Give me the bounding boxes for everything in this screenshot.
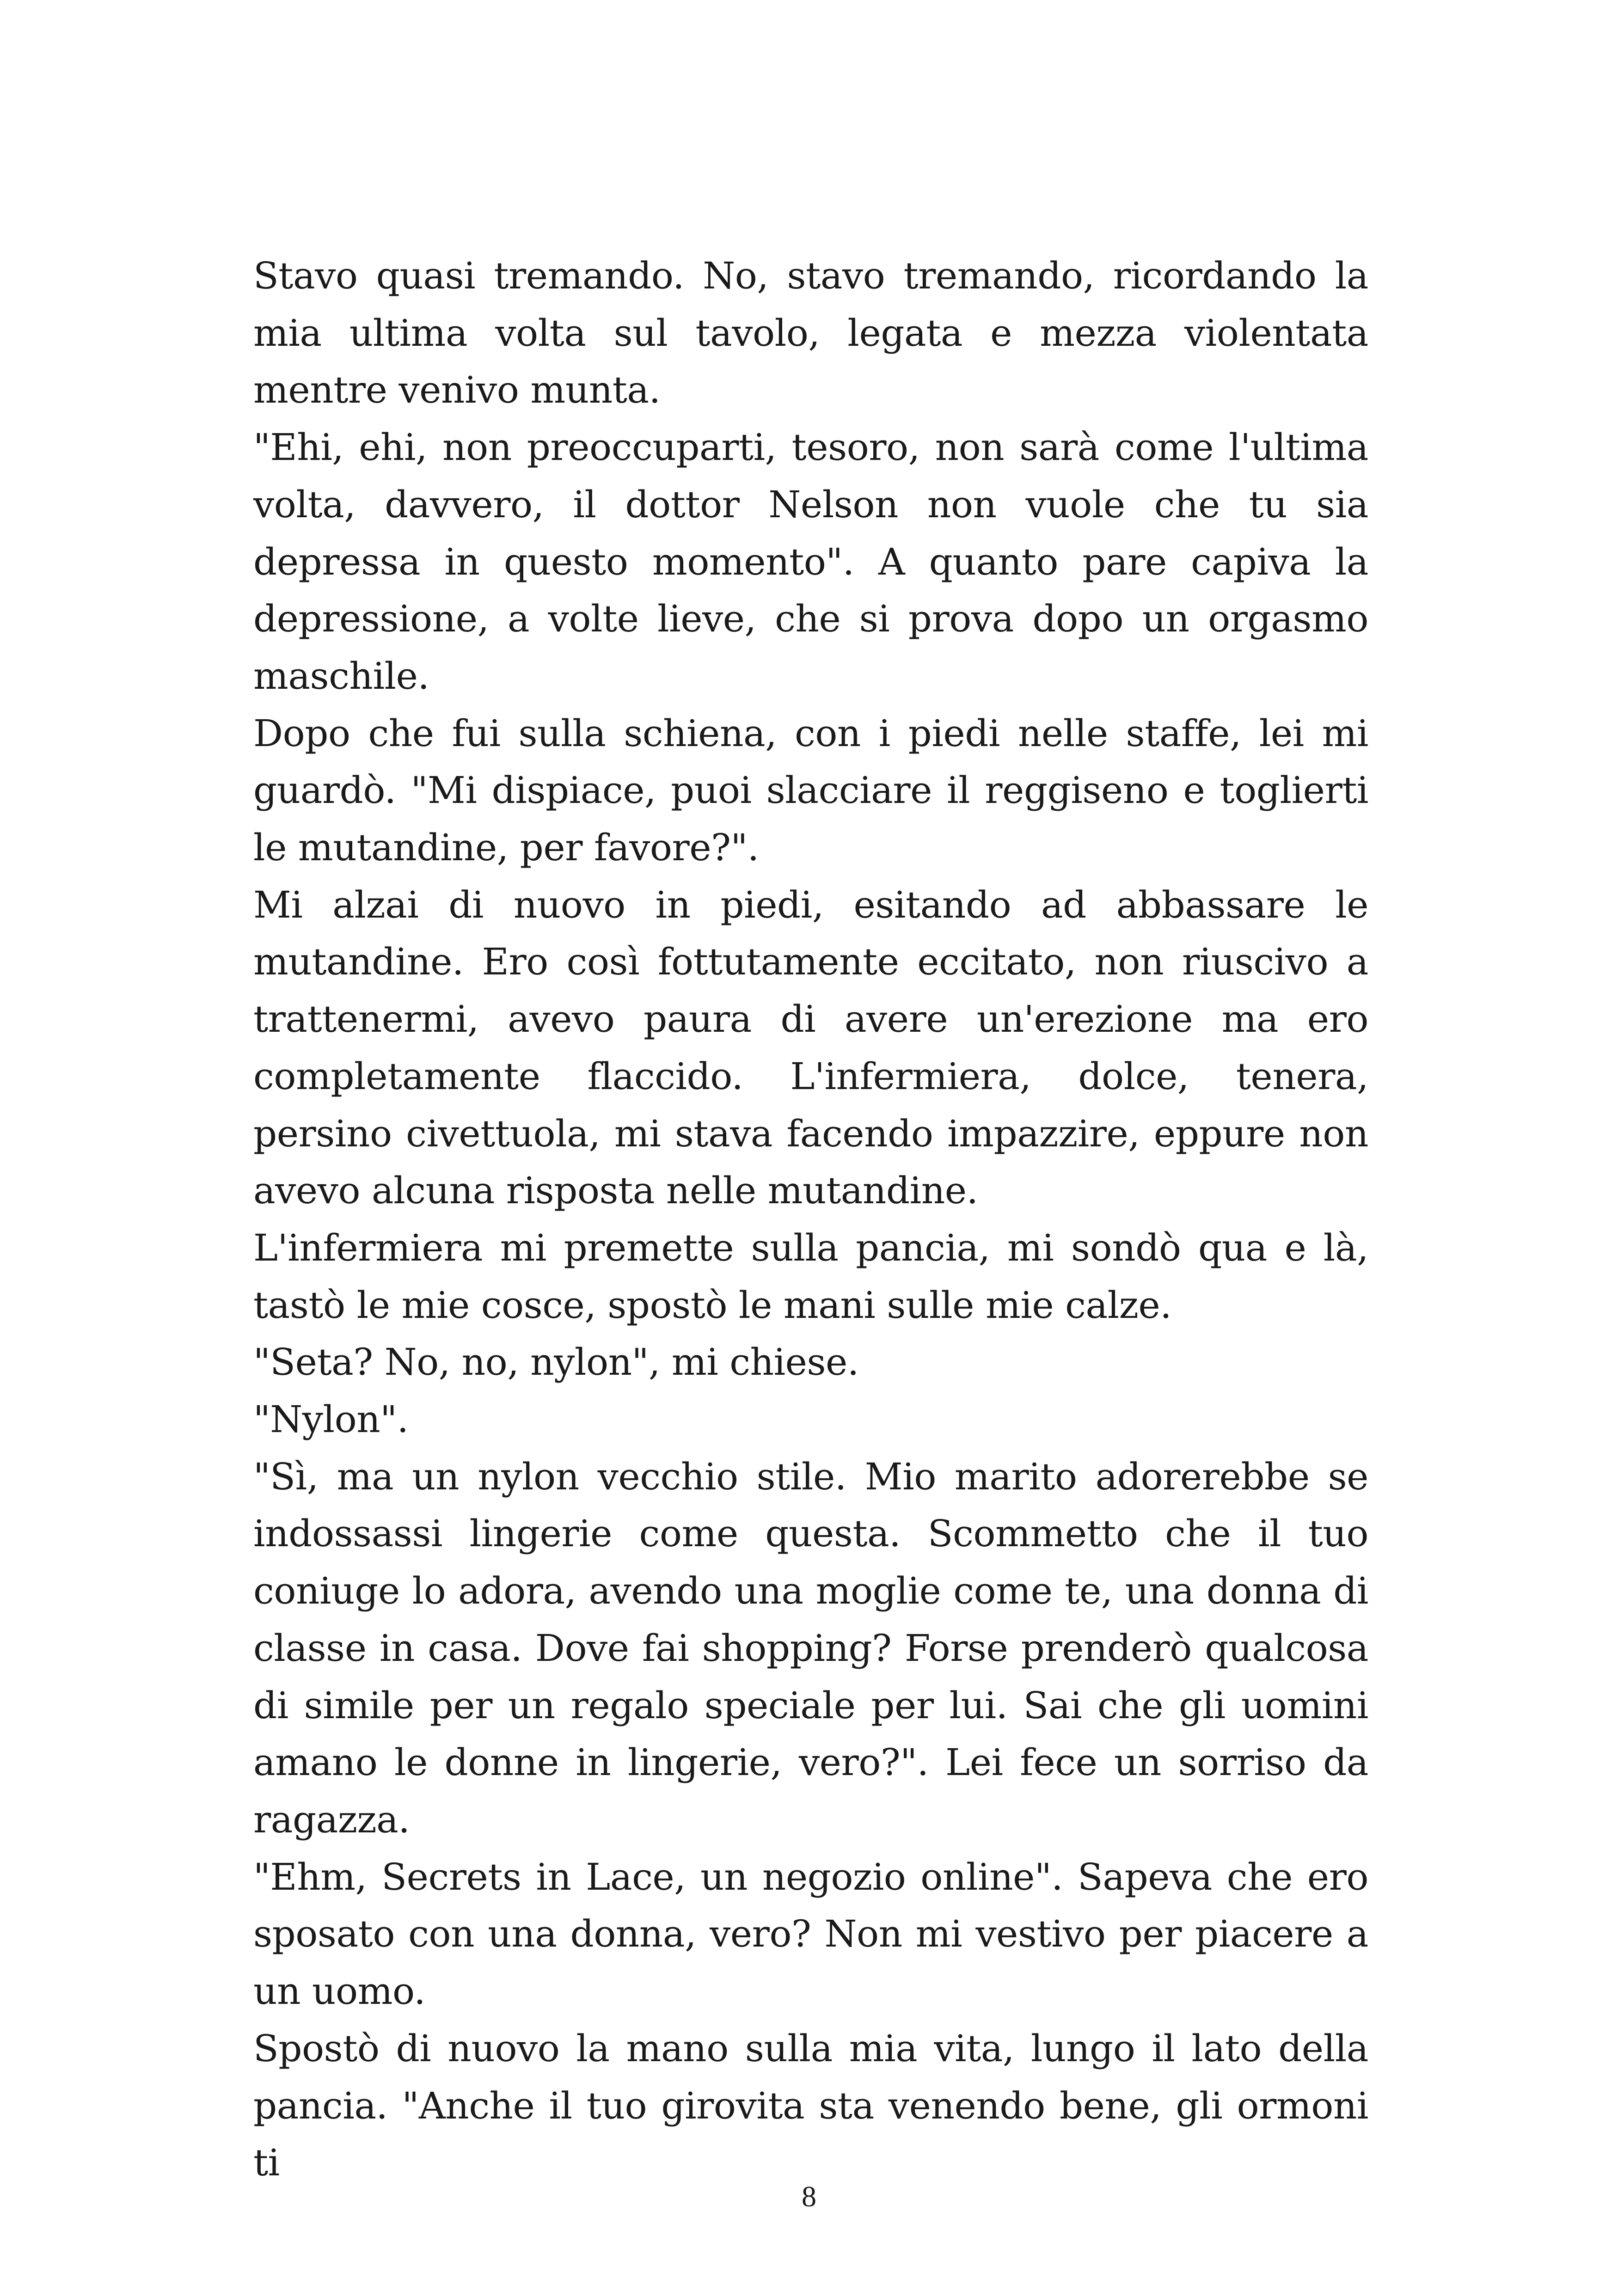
paragraph: "Sì, ma un nylon vecchio stile. Mio marito adorerebbe se indossassi lingerie come questa. Scommetto che il tuo coniuge lo adora, avendo una moglie come te, una donna di classe in casa. Dove fai shopping? Forse prenderò qualcosa di simile per un regalo speciale per lui. Sai che gli uomini amano le donne in lingerie, vero?". Lei fece un sorriso da ragazza. (253, 1455, 1368, 1841)
page-number: 8 (802, 2180, 816, 2213)
paragraph: L'infermiera mi premette sulla pancia, mi sondò qua e là, tastò le mie cosce, spostò le mani sulle mie calze. (253, 1226, 1368, 1327)
paragraph: "Ehm, Secrets in Lace, un negozio online". Sapeva che ero sposato con una donna, vero? Non mi vestivo per piacere a un uomo. (253, 1855, 1368, 2013)
paragraph: Mi alzai di nuovo in piedi, esitando ad abbassare le mutandine. Ero così fottutamente eccitato, non riuscivo a trattenermi, avevo paura di avere un'erezione ma ero completamente flaccido. L'infermiera, dolce, tenera, persino civettuola, mi stava facendo impazzire, eppure non avevo alcuna risposta nelle mutandine. (253, 883, 1368, 1212)
paragraph: Stavo quasi tremando. No, stavo tremando, ricordando la mia ultima volta sul tavolo, legata e mezza violentata mentre venivo munta. (253, 254, 1368, 412)
paragraph: Dopo che fui sulla schiena, con i piedi nelle staffe, lei mi guardò. "Mi dispiace, puoi slacciare il reggiseno e toglierti le mutandine, per favore?". (253, 711, 1368, 869)
paragraph: "Ehi, ehi, non preoccuparti, tesoro, non sarà come l'ultima volta, davvero, il dottor Nelson non vuole che tu sia depressa in questo momento". A quanto pare capiva la depressione, a volte lieve, che si prova dopo un orgasmo maschile. (253, 426, 1368, 698)
paragraph: "Nylon". (253, 1398, 409, 1441)
paragraph: Spostò di nuovo la mano sulla mia vita, lungo il lato della pancia. "Anche il tuo girovita sta venendo bene, gli ormoni ti (253, 2027, 1368, 2185)
body-text (253, 247, 1368, 2192)
paragraph: "Seta? No, no, nylon", mi chiese. (253, 1341, 859, 1384)
